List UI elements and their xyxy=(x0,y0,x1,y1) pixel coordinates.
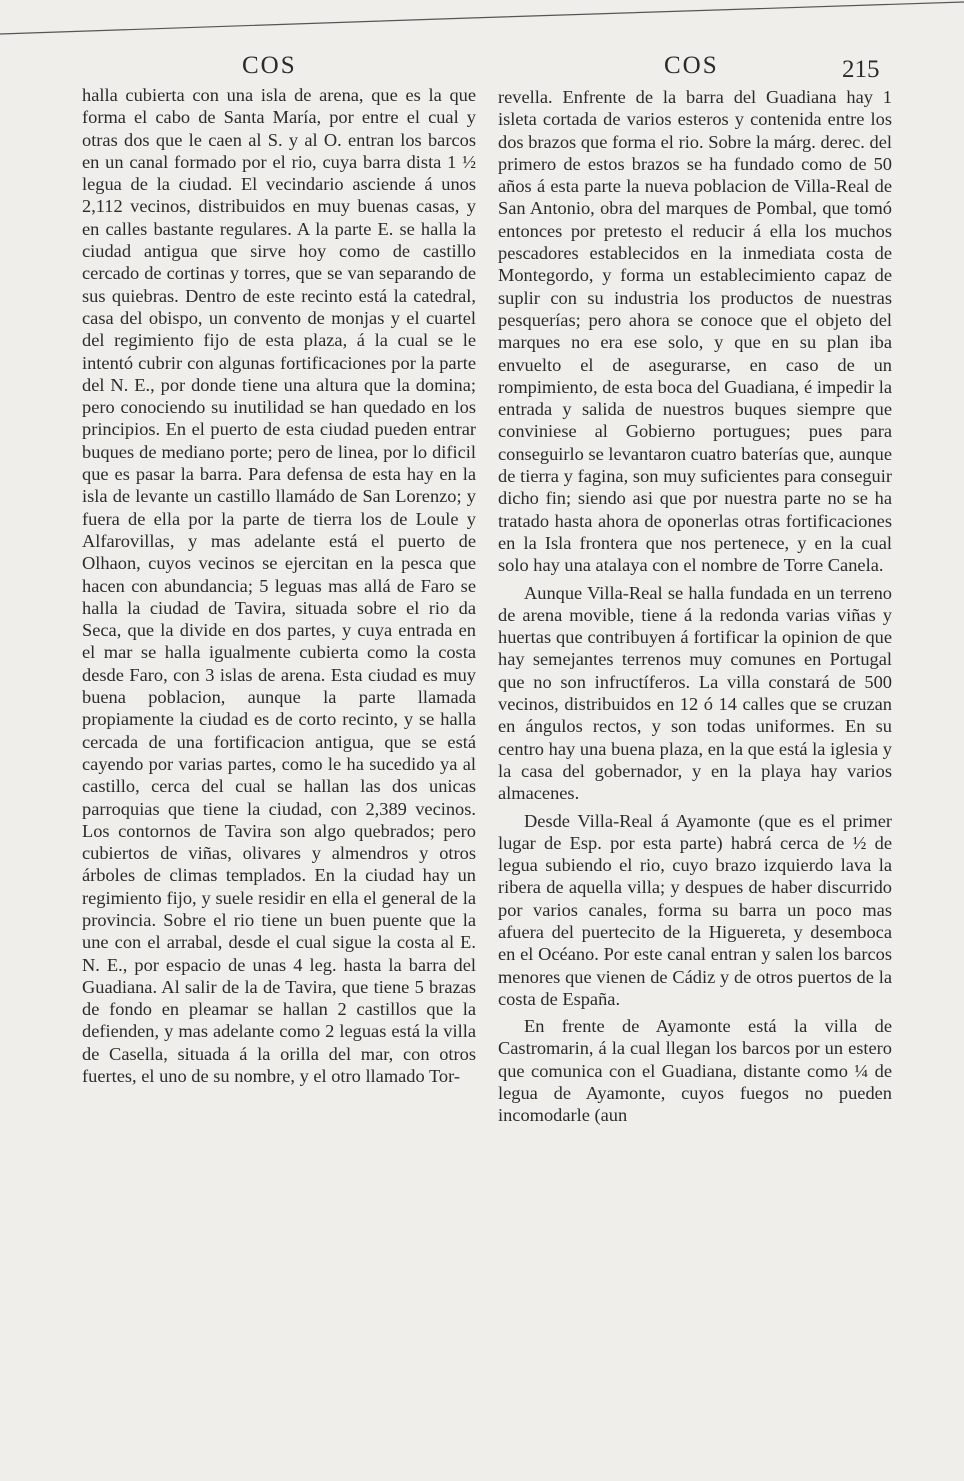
right-paragraph-1: revella. Enfrente de la barra del Guadiana hay 1 isleta cortada de varios esteros y contenida entre los dos brazos que forma el rio. Sobre la márg. derec. del primero de estos brazos se ha fundado como de 50 años á esta parte la nueva poblacion de Villa-Real de San Antonio, obra del marques de Pombal, que tomó entonces por pretesto el reducir á ella los muchos pescadores establecidos en la inmediata costa de Montegordo, y forma un establecimiento capaz de suplir con su industria los productos de nuestras pesquerías; pero ahora se conoce que el objeto del marques no era ese solo, y que en su plan iba envuelto el de asegurarse, en caso de un rompimiento, de esta boca del Guadiana, é impedir la entrada y salida de nuestros buques siempre que conviniese al Gobierno portugues; pues para conseguirlo se levantaron cuatro baterías que, aunque de tierra y fagina, son muy suficientes para conseguir dicho fin; siendo asi que por nuestra parte no se ha tratado hasta ahora de oponerlas otras fortificaciones en la Isla frontera que nos pertenece, y en la cual solo hay una atalaya con el nombre de Torre Canela. xyxy=(498,87,892,576)
right-headword: COS xyxy=(664,52,719,79)
page-top-edge xyxy=(0,0,964,46)
page-number: 215 xyxy=(842,56,880,83)
right-column xyxy=(498,86,892,1127)
left-paragraph-1: halla cubierta con una isla de arena, que es la que forma el cabo de Santa María, por entre el cual y otras dos que le caen al S. y al O. entran los barcos en un canal formado por el rio, cuya barra dista 1 ½ legua de la ciudad. El vecindario asciende á unos 2,112 vecinos, distribuidos en muy buenas casas, y en calles bastante regulares. A la parte E. se halla la ciudad antigua que sirve hoy como de castillo cercado de cortinas y torres, que se van separando de sus quiebras. Dentro de este recinto está la catedral, casa del obispo, un convento de monjas y el cuartel del regimiento fijo de esta plaza, á la cual se le intentó cubrir con algunas fortificaciones por la parte del N. E., por donde tiene una altura que la domina; pero conociendo su inutilidad se han quedado en los principios. En el puerto de esta ciudad pueden entrar buques de mediano porte; pero de linea, por lo dificil que es pasar la barra. Para defensa de esta hay en la isla de levante un castillo llamádo de San Lorenzo; y fuera de ella por la parte de tierra los de Loule y Alfarovillas, y mas adelante está el puerto de Olhaon, cuyos vecinos se ejercitan en la pesca que hacen con abundancia; 5 leguas mas allá de Faro se halla la ciudad de Tavira, situada sobre el rio da Seca, que la divide en dos partes, y cuya entrada en el mar se halla igualmente cubierta como la costa desde Faro, con 3 islas de arena. Esta ciudad es muy buena poblacion, aunque la parte llamada propiamente la ciudad es de corto recinto, y se halla cercada de una fortificacion antigua, que se está cayendo por varias partes, como le ha sucedido ya al castillo, cerca del cual se hallan las dos unicas parroquias que tiene la ciudad, con 2,389 vecinos. Los contornos de Tavira son algo quebrados; pero cubiertos de viñas, olivares y almendros y otros árboles de climas templados. En la ciudad hay un regimiento fijo, y suele residir en ella el general de la provincia. Sobre el rio tiene un buen puente que la une con el arrabal, desde el cual sigue la costa al E. N. E., por espacio de unas 4 leg. hasta la barra del Guadiana. Al salir de la de Tavira, que tiene 5 brazas de fondo en pleamar se hallan 2 castillos que la defienden, y mas adelante como 2 leguas está la villa de Casella, situada á la orilla del mar, con otros fuertes, el uno de su nombre, y el otro llamado Tor- xyxy=(82,85,476,1087)
right-paragraph-3: Desde Villa-Real á Ayamonte (que es el primer lugar de Esp. por esta parte) habrá cerca de ½ de legua subiendo el rio, cuyo brazo izquierdo lava la ribera de aquella villa; y despues de haber discurrido por varios canales, forma su barra un poco mas afuera del puertecito de la Higuereta, y desemboca en el Océano. Por este canal entran y salen los barcos menores que vienen de Cádiz y de otros puertos de la costa de España. xyxy=(498,810,892,1009)
left-headword: COS xyxy=(242,52,297,79)
right-paragraph-4: En frente de Ayamonte está la villa de Castromarin, á la cual llegan los barcos por un estero que comunica con el Guadiana, distante como ¼ de legua de Ayamonte, cuyos fuegos no pueden incomodarle (aun xyxy=(498,1016,892,1126)
left-column xyxy=(82,84,476,1087)
right-paragraph-2: Aunque Villa-Real se halla fundada en un terreno de arena movible, tiene á la redonda varias viñas y huertas que contribuyen á fortificar la opinion de que hay semejantes terrenos muy comunes en Portugal que no son infructíferos. La villa constará de 500 vecinos, distribuidos en 12 ó 14 calles que se cruzan en ángulos rectos, y son todas uniformes. En su centro hay una buena plaza, en la que está la iglesia y la casa del gobernador, y en la playa hay varios almacenes. xyxy=(498,582,892,804)
